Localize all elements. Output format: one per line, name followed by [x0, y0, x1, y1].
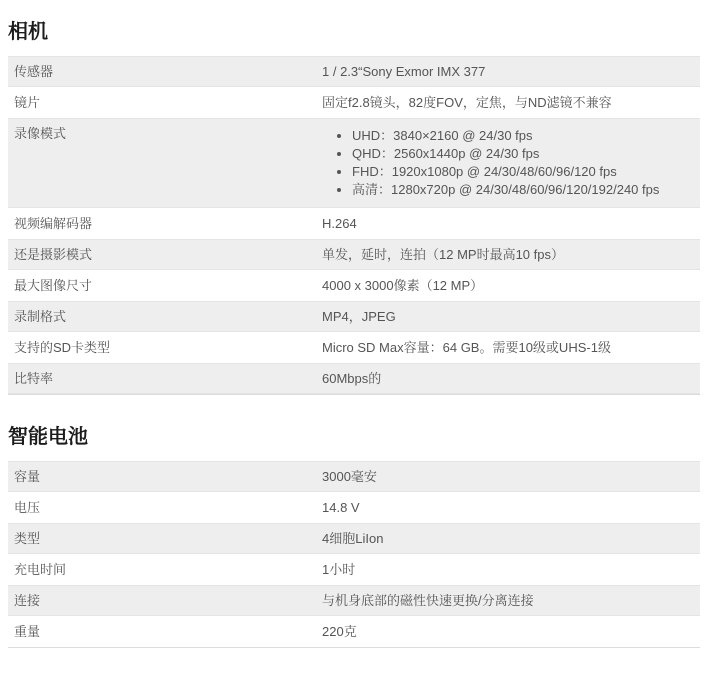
- spec-row: [8, 56, 700, 87]
- battery-section-title: 智能电池: [8, 426, 88, 448]
- spec-row: [8, 461, 700, 492]
- spec-row-value: 3000毫安: [322, 469, 377, 484]
- spec-row: [8, 239, 700, 270]
- spec-row-label: 传感器: [14, 64, 54, 79]
- spec-row-value: 1 / 2.3“Sony Exmor IMX 377: [322, 64, 486, 79]
- spec-row-value: MP4，JPEG: [322, 309, 396, 324]
- spec-row-value: 60Mbps的: [322, 371, 382, 386]
- spec-row: [8, 208, 700, 239]
- spec-row-value: 与机身底部的磁性快速更换/分离连接: [322, 593, 534, 608]
- spec-row-label: 最大图像尺寸: [14, 278, 93, 293]
- spec-row-value: 14.8 V: [322, 500, 360, 515]
- video-mode-item: • 高清：1280x720p @ 24/30/48/60/96/120/192/240 fps: [352, 181, 694, 199]
- spec-row-label: 比特率: [14, 371, 54, 386]
- spec-row: [8, 87, 700, 118]
- spec-row-label: 支持的SD卡类型: [14, 340, 111, 355]
- spec-row-label: 电压: [14, 500, 41, 515]
- video-mode-item: • QHD：2560x1440p @ 24/30 fps: [352, 145, 694, 163]
- spec-row-label: 录制格式: [14, 309, 67, 324]
- spec-row-label: 镜片: [14, 95, 41, 110]
- spec-row-value: 固定f2.8镜头，82度FOV，定焦，与ND滤镜不兼容: [322, 95, 612, 110]
- spec-row-value: 单发，延时，连拍（12 MP时最高10 fps）: [322, 247, 564, 262]
- spec-row-label: 连接: [14, 593, 41, 608]
- spec-row-label: 类型: [14, 531, 41, 546]
- video-mode-item: • UHD：3840×2160 @ 24/30 fps: [352, 127, 694, 145]
- spec-row: [8, 585, 700, 616]
- spec-row: [8, 616, 700, 647]
- camera-section: [8, 0, 700, 395]
- battery-section: [8, 395, 700, 648]
- spec-row: [8, 270, 700, 301]
- spec-row-value: 220克: [322, 624, 357, 639]
- spec-row-value: Micro SD Max容量：64 GB。需要10级或UHS-1级: [322, 340, 611, 355]
- spec-row: [8, 492, 700, 523]
- spec-row-label: 录像模式: [14, 126, 67, 141]
- spec-row-value: 1小时: [322, 562, 356, 577]
- spec-row-label: 视频编解码器: [14, 216, 93, 231]
- camera-spec-table: [8, 56, 700, 395]
- spec-row-label: 充电时间: [14, 562, 67, 577]
- camera-section-title: 相机: [8, 21, 48, 43]
- spec-row-value: [316, 119, 700, 207]
- spec-row-value: 4000 x 3000像素（12 MP）: [322, 278, 484, 293]
- spec-row: [8, 554, 700, 585]
- spec-row: [8, 332, 700, 363]
- spec-row-label: 重量: [14, 624, 41, 639]
- spec-row: [8, 301, 700, 332]
- spec-row-value: H.264: [322, 216, 357, 231]
- video-mode-item: • FHD：1920x1080p @ 24/30/48/60/96/120 fps: [352, 163, 694, 181]
- battery-spec-table: [8, 461, 700, 648]
- spec-row: [8, 523, 700, 554]
- spec-row-label: 容量: [14, 469, 41, 484]
- spec-row-value: 4细胞LiIon: [322, 531, 384, 546]
- spec-row: [8, 363, 700, 394]
- spec-row: [8, 118, 700, 208]
- spec-row-label: 还是摄影模式: [14, 247, 93, 262]
- video-mode-list: [322, 127, 694, 199]
